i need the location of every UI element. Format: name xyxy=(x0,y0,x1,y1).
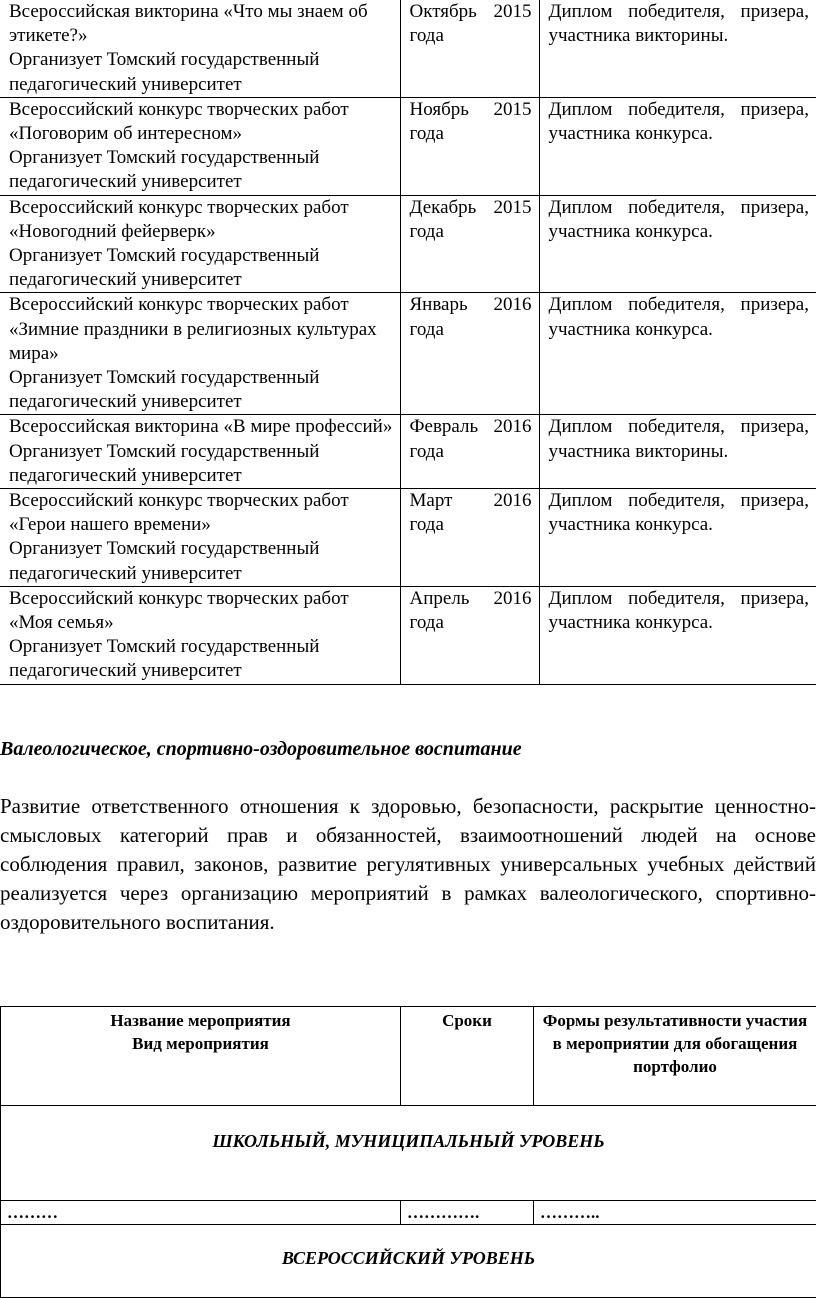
table-row xyxy=(0,195,816,293)
event-organizer: Организует Томский государственный педагогический университет xyxy=(9,367,319,412)
event-date: Октябрь 2015 года xyxy=(400,0,539,97)
table-row xyxy=(0,293,816,415)
table-row xyxy=(0,415,816,489)
event-name: Всероссийская викторина «Что мы знаем об этикете?» xyxy=(9,1,368,46)
event-date: Январь 2016 года xyxy=(400,293,539,415)
event-result: Диплом победителя, призера, участника конкурса. xyxy=(539,195,816,293)
table-row xyxy=(0,489,816,587)
header-forms: Формы результативности участия в мероприятии для обогащения портфолио xyxy=(534,1007,816,1106)
event-date: Март 2016 года xyxy=(400,489,539,587)
table-row xyxy=(1,1106,816,1201)
header-name-line1: Название мероприятия xyxy=(110,1011,290,1030)
event-result: Диплом победителя, призера, участника викторины. xyxy=(539,0,816,97)
event-name-cell xyxy=(0,0,400,97)
event-name: Всероссийский конкурс творческих работ «Герои нашего времени» xyxy=(9,490,349,535)
event-name: Всероссийский конкурс творческих работ «Поговорим об интересном» xyxy=(9,99,349,144)
event-name: Всероссийский конкурс творческих работ «Моя семья» xyxy=(9,588,349,633)
plan-table xyxy=(0,1006,816,1298)
section-paragraph: Развитие ответственного отношения к здоровью, безопасности, раскрытие ценностно-смысловых категорий прав и обязанностей, взаимоотношений людей на основе соблюдения правил, законов, развитие регулятивных универсальных учебных действий реализуется через организацию мероприятий в рамках валеологического, спортивно-оздоровительного воспитания. xyxy=(0,792,816,937)
placeholder-name: ……… xyxy=(1,1201,401,1225)
placeholder-forms: ……….. xyxy=(534,1201,816,1225)
event-organizer: Организует Томский государственный педагогический университет xyxy=(9,538,319,583)
event-date: Ноябрь 2015 года xyxy=(400,97,539,195)
placeholder-dates: …………. xyxy=(401,1201,534,1225)
event-name-cell xyxy=(0,415,400,489)
event-result: Диплом победителя, призера, участника викторины. xyxy=(539,415,816,489)
table-row xyxy=(1,1201,816,1225)
event-organizer: Организует Томский государственный педагогический университет xyxy=(9,441,319,486)
table-row xyxy=(0,586,816,684)
event-name-cell xyxy=(0,293,400,415)
event-date: Апрель 2016 года xyxy=(400,586,539,684)
header-name xyxy=(1,1007,401,1106)
level-school: ШКОЛЬНЫЙ, МУНИЦИПАЛЬНЫЙ УРОВЕНЬ xyxy=(1,1106,816,1201)
event-name-cell xyxy=(0,586,400,684)
event-result: Диплом победителя, призера, участника конкурса. xyxy=(539,293,816,415)
event-name: Всероссийский конкурс творческих работ «Зимние праздники в религиозных культурах мира» xyxy=(9,294,377,363)
event-date: Февраль 2016 года xyxy=(400,415,539,489)
event-name-cell xyxy=(0,195,400,293)
header-name-line2: Вид мероприятия xyxy=(132,1034,269,1053)
event-date: Декабрь 2015 года xyxy=(400,195,539,293)
table-row xyxy=(0,0,816,97)
header-dates: Сроки xyxy=(401,1007,534,1106)
section-heading: Валеологическое, спортивно-оздоровительное воспитание xyxy=(0,737,816,761)
level-national: ВСЕРОССИЙСКИЙ УРОВЕНЬ xyxy=(1,1225,816,1298)
event-organizer: Организует Томский государственный педагогический университет xyxy=(9,49,319,94)
event-organizer: Организует Томский государственный педагогический университет xyxy=(9,636,319,681)
event-name: Всероссийский конкурс творческих работ «Новогодний фейерверк» xyxy=(9,197,349,242)
event-result: Диплом победителя, призера, участника конкурса. xyxy=(539,489,816,587)
event-name-cell xyxy=(0,489,400,587)
event-result: Диплом победителя, призера, участника конкурса. xyxy=(539,97,816,195)
table-header-row xyxy=(1,1007,816,1106)
event-organizer: Организует Томский государственный педагогический университет xyxy=(9,147,319,192)
event-name: Всероссийская викторина «В мире профессий» xyxy=(9,416,392,437)
event-result: Диплом победителя, призера, участника конкурса. xyxy=(539,586,816,684)
table-row xyxy=(0,97,816,195)
event-organizer: Организует Томский государственный педагогический университет xyxy=(9,245,319,290)
table-row xyxy=(1,1225,816,1298)
event-name-cell xyxy=(0,97,400,195)
